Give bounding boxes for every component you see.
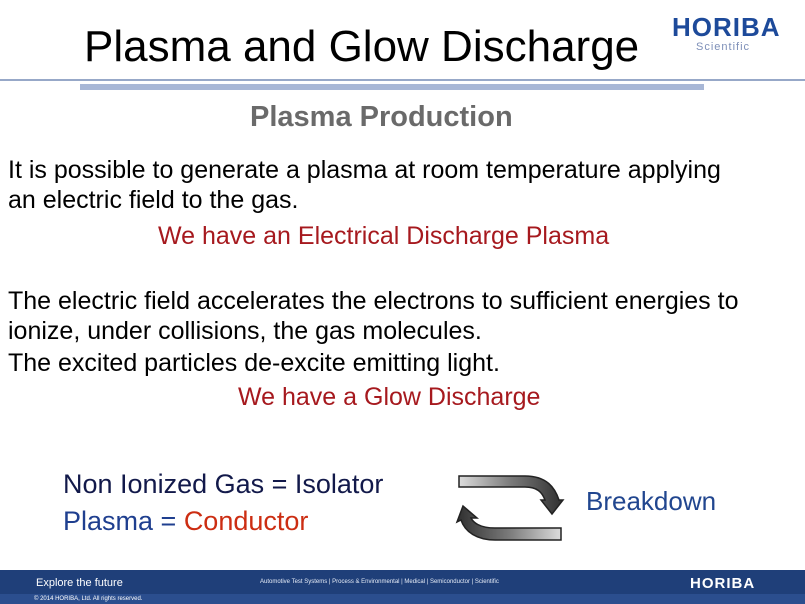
header-divider-line	[0, 79, 805, 81]
section-subtitle: Plasma Production	[250, 101, 513, 133]
footer-bar	[0, 570, 805, 604]
breakdown-label: Breakdown	[586, 486, 717, 516]
footer-segments: Automotive Test Systems | Process & Environmental | Medical | Semiconductor | Scientific	[260, 579, 499, 585]
conductor-text: Conductor	[183, 506, 309, 536]
footer-logo: HORIBA	[690, 575, 756, 592]
logo-wordmark: HORIBA	[672, 12, 781, 42]
plasma-equals-text: Plasma =	[63, 506, 184, 536]
paragraph1-highlight: We have an Electrical Discharge Plasma	[158, 222, 610, 250]
slide-title: Plasma and Glow Discharge	[84, 22, 640, 71]
horiba-logo	[672, 12, 796, 52]
paragraph2-line3: The excited particles de-excite emitting light.	[8, 349, 500, 377]
paragraph2-line2: ionize, under collisions, the gas molecules.	[8, 317, 482, 345]
header-divider-bar	[80, 84, 704, 90]
non-ionized-gas-label: Non Ionized Gas = Isolator	[63, 469, 384, 499]
paragraph1-line1: It is possible to generate a plasma at room temperature applying	[8, 156, 721, 184]
footer-copyright: © 2014 HORIBA, Ltd. All rights reserved.	[34, 596, 143, 602]
footer-tagline: Explore the future	[36, 577, 123, 589]
logo-subtext: Scientific	[696, 41, 751, 53]
paragraph2-line1: The electric field accelerates the electrons to sufficient energies to	[8, 287, 739, 315]
bidirectional-arrows-icon	[455, 470, 565, 545]
paragraph1-line2: an electric field to the gas.	[8, 186, 299, 214]
paragraph2-highlight: We have a Glow Discharge	[238, 383, 541, 411]
plasma-conductor-label	[63, 503, 308, 539]
